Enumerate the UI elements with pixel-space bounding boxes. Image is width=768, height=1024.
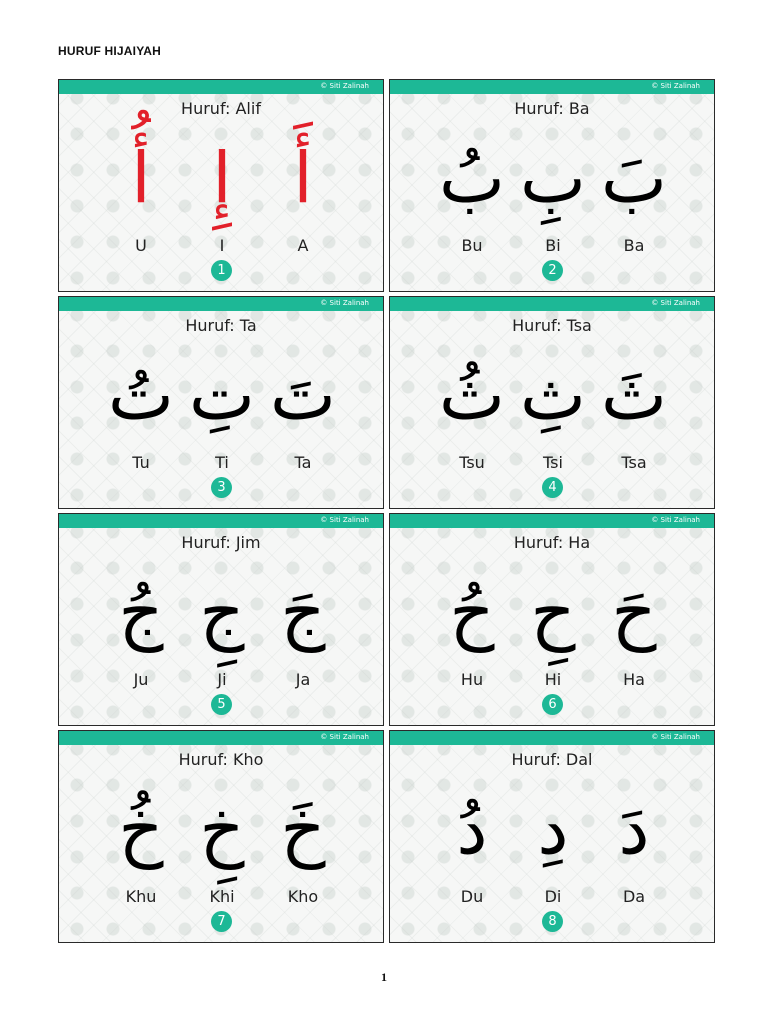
letter-row bbox=[59, 552, 383, 672]
credit-text: © Siti Zalinah bbox=[651, 516, 700, 524]
romanization: Hi bbox=[544, 670, 562, 689]
romanization: Ha bbox=[623, 670, 645, 689]
credit-text: © Siti Zalinah bbox=[320, 299, 369, 307]
page-number: 1 bbox=[381, 970, 387, 984]
card-title: Huruf: Ta bbox=[185, 316, 257, 335]
arabic-letter: د bbox=[537, 788, 569, 870]
romanization: Tsu bbox=[459, 453, 485, 472]
card-title: Huruf: Dal bbox=[511, 750, 593, 769]
credit-text: © Siti Zalinah bbox=[320, 733, 369, 741]
card-number-badge: 4 bbox=[542, 477, 563, 498]
letter-row bbox=[390, 118, 714, 238]
arabic-letter: أَ bbox=[293, 137, 313, 219]
card-title: Huruf: Jim bbox=[181, 533, 261, 552]
card-header-bar bbox=[59, 80, 383, 94]
flashcard bbox=[58, 79, 384, 292]
romanization: Kho bbox=[287, 887, 319, 906]
card-header-bar bbox=[390, 297, 714, 311]
credit-text: © Siti Zalinah bbox=[651, 299, 700, 307]
romanization: Ta bbox=[294, 453, 312, 472]
arabic-letter: ح bbox=[449, 571, 495, 653]
romanization: Du bbox=[460, 887, 484, 906]
romanization: Tsi bbox=[543, 453, 563, 472]
romanization: I bbox=[219, 236, 225, 255]
credit-text: © Siti Zalinah bbox=[320, 516, 369, 524]
flashcard bbox=[389, 513, 715, 726]
letter-row bbox=[390, 335, 714, 455]
romanization: Tsa bbox=[621, 453, 647, 472]
card-title: Huruf: Ha bbox=[513, 533, 591, 552]
arabic-letter: ب bbox=[439, 137, 505, 219]
card-number-badge: 7 bbox=[211, 911, 232, 932]
credit-text: © Siti Zalinah bbox=[320, 82, 369, 90]
arabic-letter: ب bbox=[520, 137, 586, 219]
letter-row bbox=[390, 769, 714, 889]
arabic-letter: ث bbox=[601, 354, 667, 436]
romanization: Khu bbox=[125, 887, 157, 906]
card-header-bar bbox=[59, 297, 383, 311]
card-number-badge: 2 bbox=[542, 260, 563, 281]
letter-row bbox=[59, 769, 383, 889]
flashcard bbox=[389, 730, 715, 943]
arabic-letter: ت bbox=[270, 354, 336, 436]
card-header-bar bbox=[390, 514, 714, 528]
romanization: Tu bbox=[132, 453, 150, 472]
credit-text: © Siti Zalinah bbox=[651, 82, 700, 90]
arabic-letter: خ bbox=[118, 788, 164, 870]
arabic-letter: ت bbox=[189, 354, 255, 436]
romanization-row bbox=[390, 670, 714, 690]
arabic-letter: ح bbox=[530, 571, 576, 653]
arabic-letter: ج bbox=[118, 571, 164, 653]
romanization: A bbox=[297, 236, 309, 255]
card-header-bar bbox=[59, 514, 383, 528]
letter-row bbox=[59, 118, 383, 238]
arabic-letter: ج bbox=[280, 571, 326, 653]
arabic-letter: إِ bbox=[212, 137, 232, 219]
arabic-letter: ب bbox=[601, 137, 667, 219]
card-title: Huruf: Tsa bbox=[512, 316, 592, 335]
flashcard bbox=[58, 513, 384, 726]
document-title: HURUF HIJAIYAH bbox=[58, 44, 162, 58]
card-number-badge: 1 bbox=[211, 260, 232, 281]
romanization: Hu bbox=[460, 670, 484, 689]
card-header-bar bbox=[390, 731, 714, 745]
romanization-row bbox=[59, 670, 383, 690]
flashcard bbox=[389, 79, 715, 292]
romanization-row bbox=[390, 887, 714, 907]
romanization-row bbox=[390, 236, 714, 256]
arabic-letter: د bbox=[456, 788, 488, 870]
flashcard-grid bbox=[58, 79, 715, 943]
arabic-letter: ح bbox=[611, 571, 657, 653]
romanization-row bbox=[390, 453, 714, 473]
card-number-badge: 8 bbox=[542, 911, 563, 932]
romanization: Bu bbox=[461, 236, 483, 255]
card-number-badge: 3 bbox=[211, 477, 232, 498]
romanization: Da bbox=[622, 887, 646, 906]
arabic-letter: د bbox=[618, 788, 650, 870]
card-header-bar bbox=[59, 731, 383, 745]
romanization-row bbox=[59, 236, 383, 256]
romanization: Ji bbox=[217, 670, 227, 689]
romanization: Khi bbox=[209, 887, 235, 906]
flashcard bbox=[389, 296, 715, 509]
romanization: Ti bbox=[215, 453, 229, 472]
arabic-letter: ت bbox=[108, 354, 174, 436]
romanization: Bi bbox=[545, 236, 561, 255]
flashcard bbox=[58, 296, 384, 509]
arabic-letter: خ bbox=[280, 788, 326, 870]
flashcard bbox=[58, 730, 384, 943]
romanization: Ja bbox=[295, 670, 311, 689]
romanization: U bbox=[135, 236, 147, 255]
arabic-letter: ث bbox=[439, 354, 505, 436]
arabic-letter: ج bbox=[199, 571, 245, 653]
arabic-letter: خ bbox=[199, 788, 245, 870]
romanization: Ba bbox=[623, 236, 645, 255]
card-header-bar bbox=[390, 80, 714, 94]
card-title: Huruf: Kho bbox=[178, 750, 264, 769]
romanization: Ju bbox=[133, 670, 149, 689]
card-number-badge: 6 bbox=[542, 694, 563, 715]
arabic-letter: ث bbox=[520, 354, 586, 436]
arabic-letter: أُ bbox=[131, 137, 151, 219]
letter-row bbox=[59, 335, 383, 455]
romanization-row bbox=[59, 453, 383, 473]
romanization: Di bbox=[544, 887, 562, 906]
romanization-row bbox=[59, 887, 383, 907]
letter-row bbox=[390, 552, 714, 672]
card-title: Huruf: Alif bbox=[181, 99, 261, 118]
credit-text: © Siti Zalinah bbox=[651, 733, 700, 741]
card-number-badge: 5 bbox=[211, 694, 232, 715]
card-title: Huruf: Ba bbox=[514, 99, 590, 118]
